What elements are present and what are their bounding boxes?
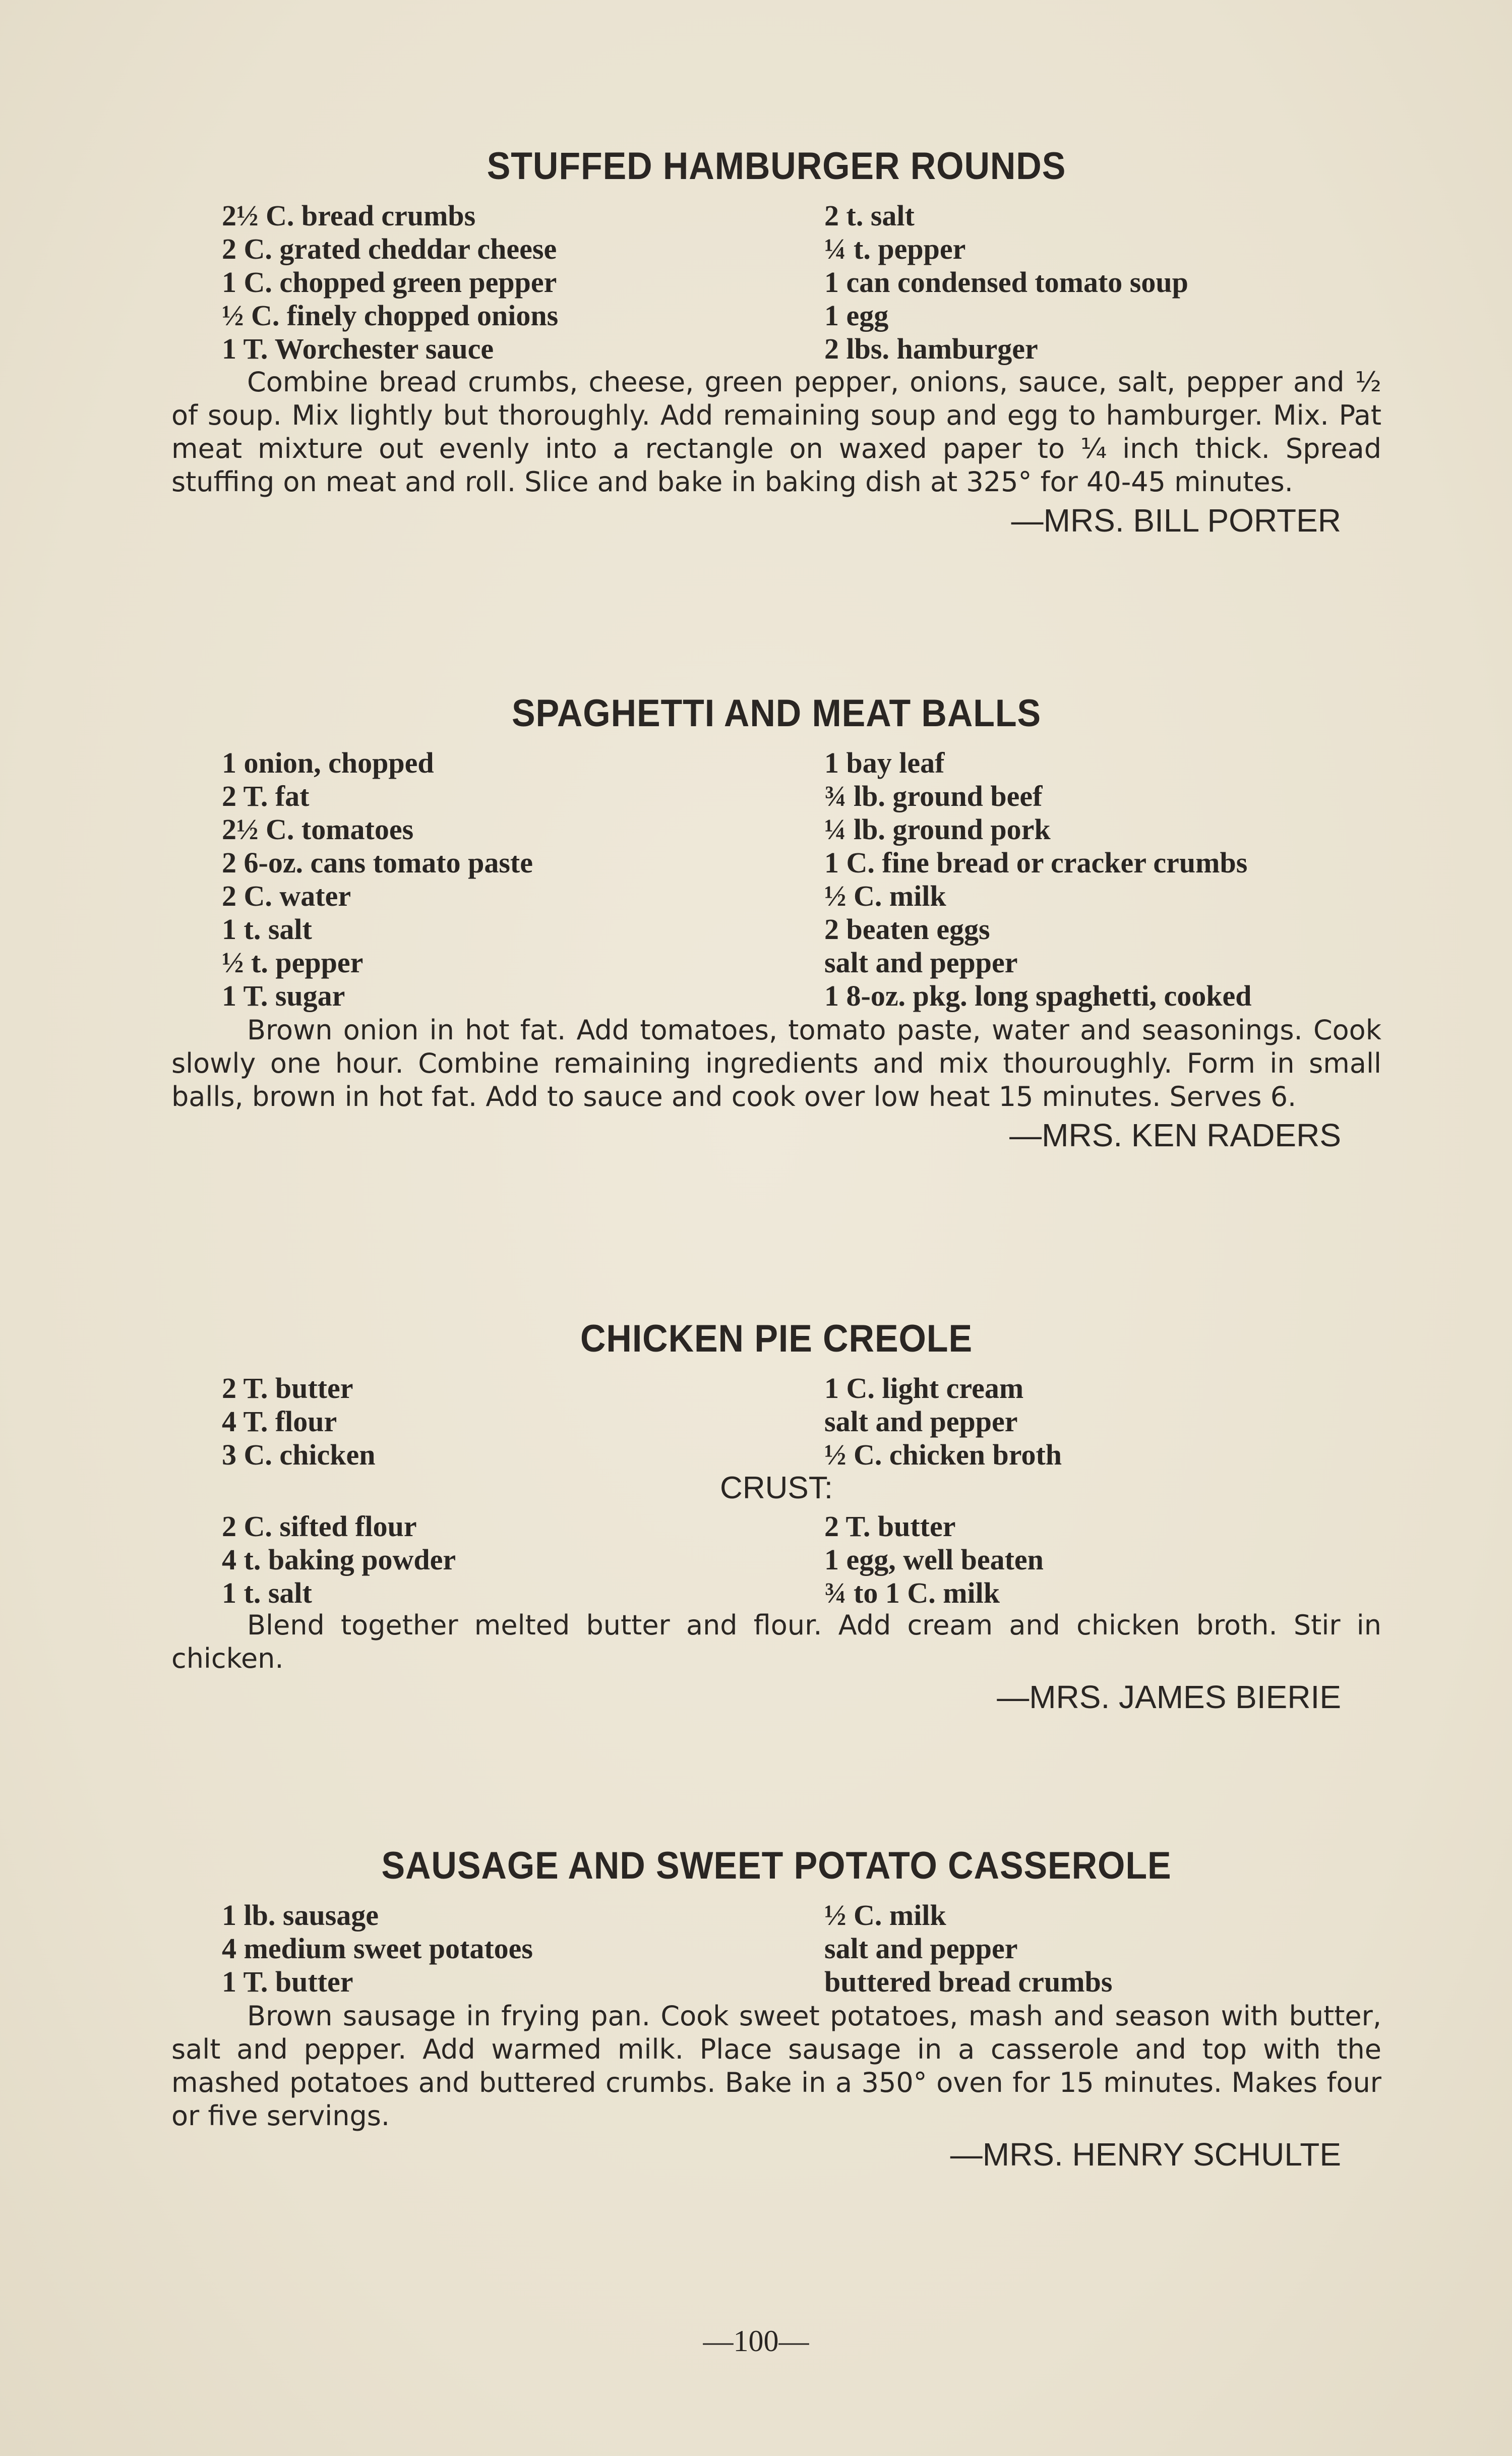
ingredient: 2 T. fat: [222, 780, 310, 812]
ingredient-list: [171, 746, 1381, 1014]
recipe-directions: Blend together melted butter and flour. Add cream and chicken broth. Stir in chicken.: [171, 1609, 1381, 1674]
ingredient-column-left: [222, 1899, 533, 1999]
recipe-spaghetti-and-meat-balls: [171, 691, 1381, 1154]
ingredient: 2½ C. bread crumbs: [222, 199, 476, 232]
ingredient: 1 t. salt: [222, 1576, 312, 1609]
crust-column-left: [222, 1510, 456, 1610]
ingredient-column-right: [824, 1372, 1062, 1472]
recipe-sausage-and-sweet-potato-casserole: [171, 1843, 1381, 2173]
ingredient: ½ C. chicken broth: [824, 1438, 1062, 1471]
recipe-author: —MRS. JAMES BIERIE: [997, 1679, 1341, 1715]
crust-column-right: [824, 1510, 1044, 1610]
ingredient: 2 6-oz. cans tomato paste: [222, 846, 533, 879]
ingredient: salt and pepper: [824, 1932, 1018, 1965]
page-number: —100—: [703, 2324, 809, 2358]
recipe-author: —MRS. HENRY SCHULTE: [950, 2136, 1341, 2173]
ingredient: 4 t. baking powder: [222, 1543, 456, 1576]
ingredient: 1 T. sugar: [222, 979, 345, 1012]
ingredient: 1 bay leaf: [824, 746, 945, 779]
ingredient-list: [171, 1372, 1381, 1609]
recipe-title: SPAGHETTI AND MEAT BALLS: [511, 692, 1042, 735]
ingredient: 1 C. chopped green pepper: [222, 266, 557, 299]
ingredient-column-right: [824, 746, 1252, 1013]
recipe-directions: Combine bread crumbs, cheese, green pepper, onions, sauce, salt, pepper and ½ of soup. Mix lightly but thoroughly. Add remaining soup and egg to hamburger. Mix. Pat meat mixture out evenly into a rectangle on waxed paper to ¼ inch thick. Spread stuffing on meat and roll. Slice and bake in baking dish at 325° for 40-45 minutes.: [171, 366, 1381, 498]
ingredient-column-left: [222, 746, 533, 1013]
ingredient: 1 C. light cream: [824, 1372, 1024, 1405]
ingredient: 1 egg, well beaten: [824, 1543, 1044, 1576]
ingredient: ½ C. milk: [824, 1899, 946, 1932]
ingredient: buttered bread crumbs: [824, 1965, 1113, 1998]
ingredient-list: [171, 1899, 1381, 2000]
ingredient: 2 t. salt: [824, 199, 915, 232]
ingredient: 1 C. fine bread or cracker crumbs: [824, 846, 1248, 879]
ingredient: 2 T. butter: [824, 1510, 956, 1543]
ingredient: 1 egg: [824, 299, 889, 332]
ingredient: 3 C. chicken: [222, 1438, 376, 1471]
recipe-directions: Brown sausage in frying pan. Cook sweet potatoes, mash and season with butter, salt and pepper. Add warmed milk. Place sausage in a casserole and top with the mashed potatoes and buttered crumbs. Bake in a 350° oven for 15 minutes. Makes four or five servings.: [171, 2000, 1381, 2132]
ingredient: 4 T. flour: [222, 1405, 337, 1438]
ingredient: ½ t. pepper: [222, 946, 364, 979]
ingredient: salt and pepper: [824, 1405, 1018, 1438]
ingredient: 1 T. butter: [222, 1965, 353, 1998]
ingredient: 1 can condensed tomato soup: [824, 266, 1188, 299]
recipe-title: SAUSAGE AND SWEET POTATO CASSEROLE: [381, 1844, 1172, 1887]
ingredient: 2 C. water: [222, 880, 351, 912]
ingredient: ¾ lb. ground beef: [824, 780, 1043, 812]
ingredient: 2 C. sifted flour: [222, 1510, 417, 1543]
ingredient: 2½ C. tomatoes: [222, 813, 414, 846]
recipe-author: —MRS. BILL PORTER: [1011, 502, 1341, 539]
recipe-title: CHICKEN PIE CREOLE: [580, 1317, 973, 1360]
ingredient: 2 beaten eggs: [824, 913, 990, 946]
ingredient: ¼ lb. ground pork: [824, 813, 1051, 846]
ingredient-column-right: [824, 199, 1188, 366]
ingredient: 1 onion, chopped: [222, 746, 434, 779]
ingredient: ¼ t. pepper: [824, 232, 966, 265]
ingredient: 2 C. grated cheddar cheese: [222, 232, 557, 265]
recipe-title: STUFFED HAMBURGER ROUNDS: [487, 145, 1066, 188]
ingredient-column-left: [222, 199, 558, 366]
ingredient: salt and pepper: [824, 946, 1018, 979]
ingredient: 1 T. Worchester sauce: [222, 332, 494, 365]
recipe-directions: Brown onion in hot fat. Add tomatoes, tomato paste, water and seasonings. Cook slowly one hour. Combine remaining ingredients and mix thouroughly. Form in small balls, brown in hot fat. Add to sauce and cook over low heat 15 minutes. Serves 6.: [171, 1014, 1381, 1113]
ingredient: 1 lb. sausage: [222, 1899, 379, 1932]
recipe-chicken-pie-creole: [171, 1316, 1381, 1716]
ingredient: 2 T. butter: [222, 1372, 353, 1405]
ingredient: 2 lbs. hamburger: [824, 332, 1038, 365]
ingredient: ¾ to 1 C. milk: [824, 1576, 1000, 1609]
recipe-stuffed-hamburger-rounds: [171, 144, 1381, 539]
crust-heading: CRUST:: [720, 1471, 833, 1505]
ingredient: ½ C. milk: [824, 880, 946, 912]
recipe-author: —MRS. KEN RADERS: [1009, 1117, 1341, 1153]
ingredient: ½ C. finely chopped onions: [222, 299, 559, 332]
ingredient-column-left: [222, 1372, 376, 1472]
ingredient: 1 t. salt: [222, 913, 312, 946]
ingredient: 1 8-oz. pkg. long spaghetti, cooked: [824, 979, 1252, 1012]
ingredient: 4 medium sweet potatoes: [222, 1932, 533, 1965]
ingredient-column-right: [824, 1899, 1112, 1999]
ingredient-list: [171, 199, 1381, 366]
